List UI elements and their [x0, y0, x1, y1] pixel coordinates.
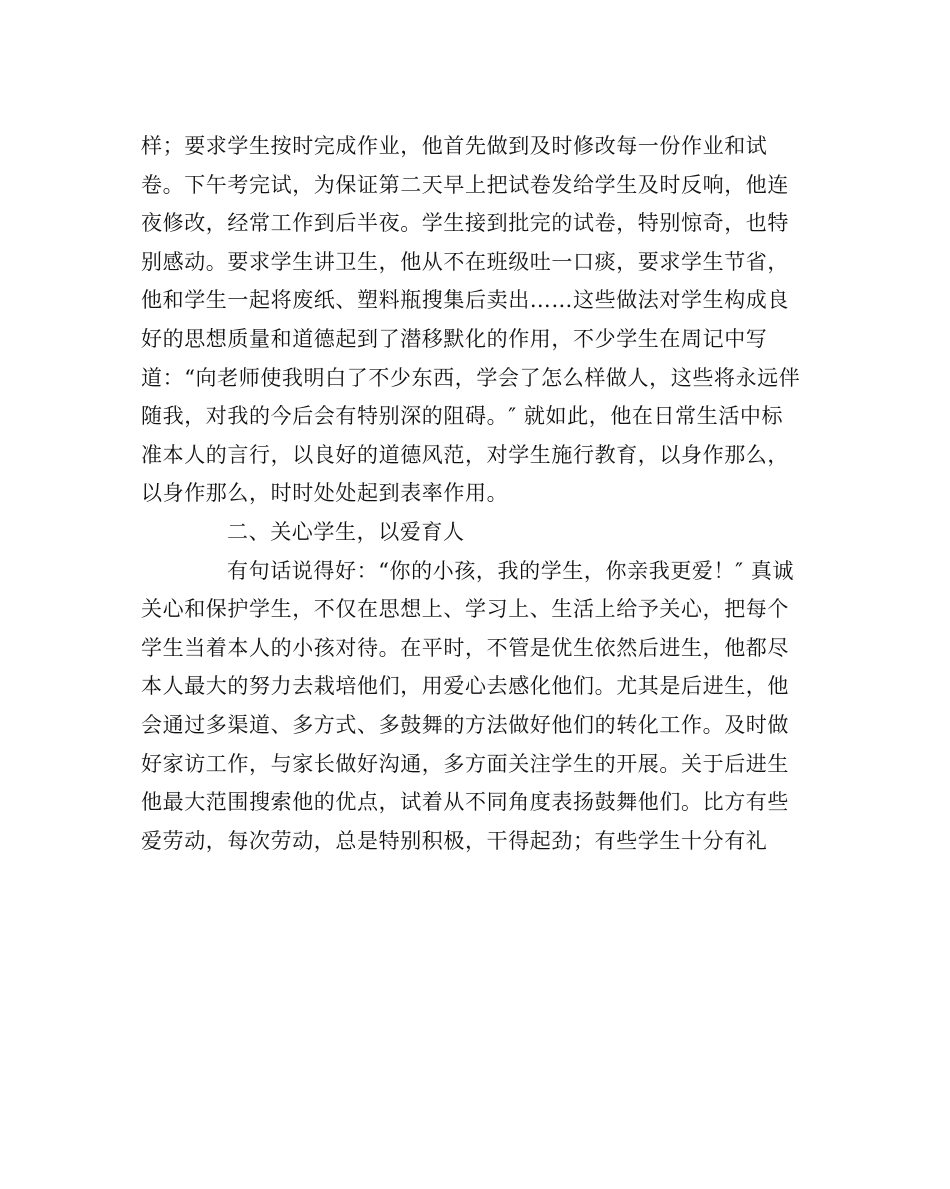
text-line: 好的思想质量和道德起到了潜移默化的作用，不少学生在周记中写: [141, 326, 768, 351]
text-line: 好家访工作，与家长做好沟通，多方面关注学生的开展。关于后进生: [141, 751, 789, 776]
text-line: 卷。下午考完试，为保证第二天早上把试卷发给学生及时反响，他连: [141, 172, 789, 197]
text-line: 会通过多渠道、多方式、多鼓舞的方法做好他们的转化工作。及时做: [141, 712, 789, 737]
text-line: 夜修改，经常工作到后半夜。学生接到批完的试卷，特别惊奇，也特: [141, 211, 789, 236]
text-line: 学生当着本人的小孩对待。在平时，不管是优生依然后进生，他都尽: [141, 635, 789, 660]
text-line: 别感动。要求学生讲卫生，他从不在班级吐一口痰，要求学生节省，: [141, 249, 789, 274]
text-line: 准本人的言行，以良好的道德风范，对学生施行教育，以身作那么，: [141, 442, 789, 467]
text-line: 爱劳动，每次劳动，总是特别积极，干得起劲；有些学生十分有礼: [141, 828, 768, 853]
text-line: 他和学生一起将废纸、塑料瓶搜集后卖出……这些做法对学生构成良: [141, 288, 789, 313]
text-line: 道：“向老师使我明白了不少东西，学会了怎么样做人，这些将永远伴: [141, 365, 801, 390]
text-line: 随我，对我的今后会有特别深的阻碍。″ 就如此，他在日常生活中标: [141, 404, 784, 429]
text-line: 本人最大的努力去栽培他们，用爱心去感化他们。尤其是后进生，他: [141, 674, 789, 699]
text-line: 关心和保护学生，不仅在思想上、学习上、生活上给予关心，把每个: [141, 597, 789, 622]
text-line: 以身作那么，时时处处起到表率作用。: [141, 481, 509, 506]
body-text: [141, 127, 821, 860]
text-line: 样；要求学生按时完成作业，他首先做到及时修改每一份作业和试: [141, 134, 768, 158]
text-line: 有句话说得好：“你的小孩，我的学生，你亲我更爱！″ 真诚: [227, 558, 795, 583]
section-heading: 二、关心学生，以爱育人: [227, 519, 465, 544]
text-line: 他最大范围搜索他的优点，试着从不同角度表扬鼓舞他们。比方有些: [141, 790, 789, 815]
